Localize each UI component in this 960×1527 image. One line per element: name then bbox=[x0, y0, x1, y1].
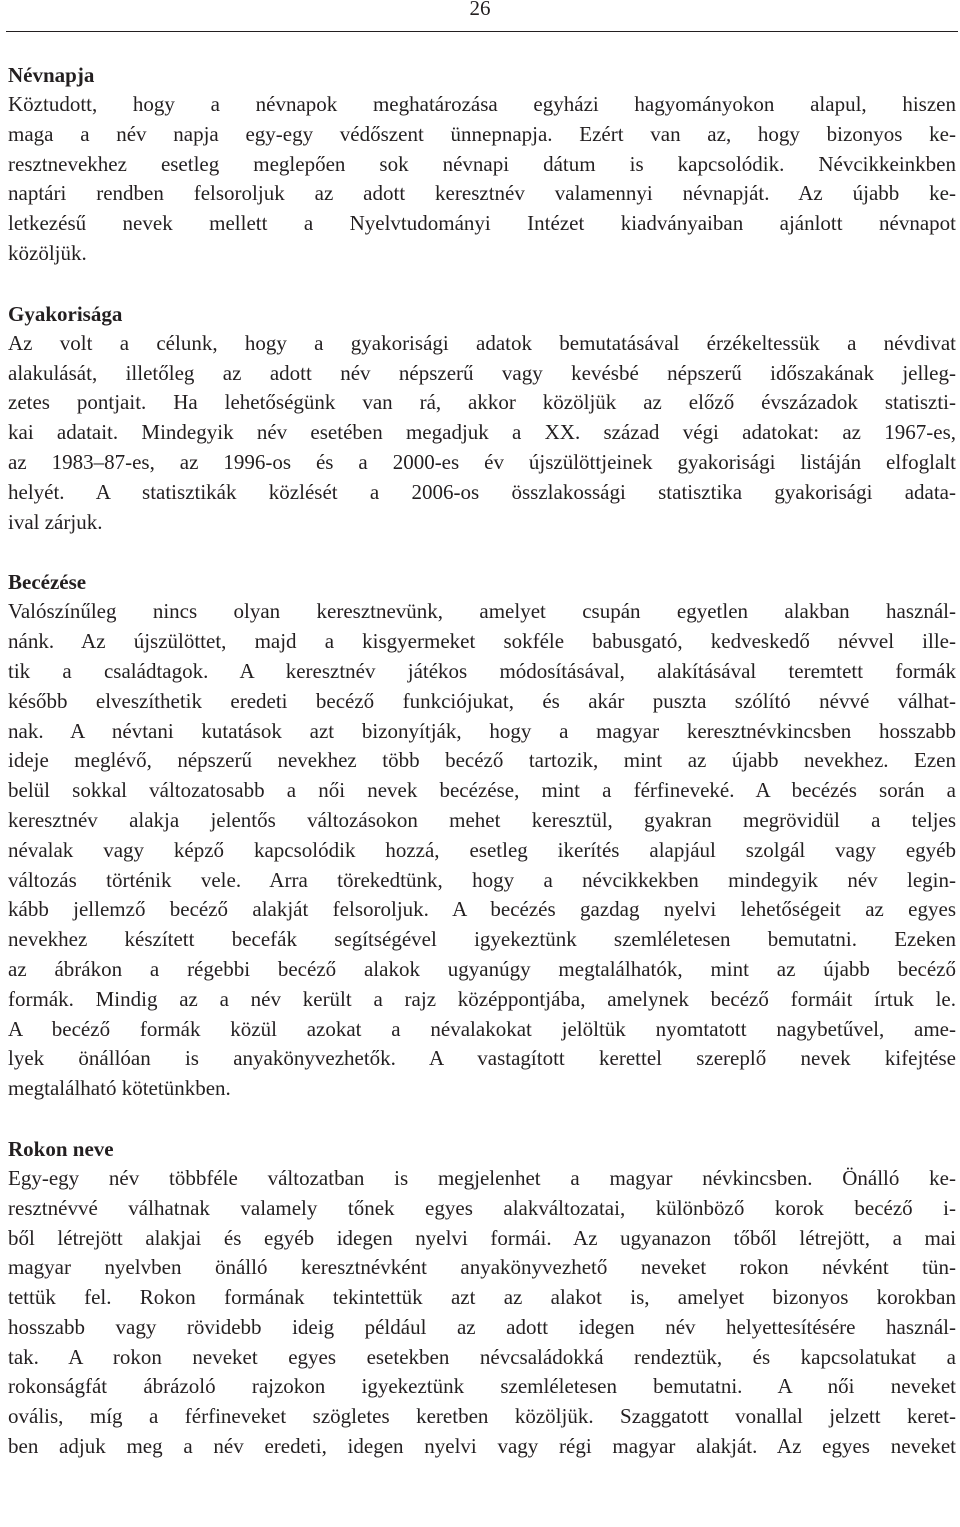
section-nevnapja bbox=[8, 60, 956, 269]
text-line: lyek önállóan is anyakönyvezhetők. A vastagított kerettel szereplő nevek kifejtése bbox=[8, 1046, 956, 1071]
text-line: változás történik vele. Arra törekedtünk, hogy a névcikkekben mindegyik név legin- bbox=[8, 867, 956, 892]
section-heading: Gyakorisága bbox=[8, 301, 123, 326]
section-heading: Névnapja bbox=[8, 63, 95, 87]
text-line: zetes pontjait. Ha lehetőségünk van rá, akkor közöljük az előző évszázadok statiszti- bbox=[8, 390, 956, 415]
text-line: kább jellemző becéző alakját felsoroljuk. A becézés gazdag nyelvi lehetőségeit az egyes bbox=[8, 897, 956, 922]
text-line: resztnévvé válhatnak valamely tőnek egyes alakváltozatai, különböző korok becéző i- bbox=[8, 1195, 956, 1220]
text-line: resztnevekhez esetleg meglepően sok névnapi dátum is kapcsolódik. Névcikkeinkben bbox=[8, 151, 956, 176]
text-line: később elveszíthetik eredeti becéző funkciójukat, és akár puszta szólító névvé válhat- bbox=[8, 688, 956, 713]
text-line: nánk. Az újszülöttet, majd a kisgyermeket sokféle babusgató, kedveskedő névvel ille- bbox=[8, 629, 956, 654]
text-line: ovális, míg a férfineveket szögletes keretben közöljük. Szaggatott vonallal jelzett keret- bbox=[8, 1404, 956, 1429]
section-heading: Becézése bbox=[8, 570, 87, 595]
text-line: Valószínűleg nincs olyan keresztnevünk, amelyet csupán egyetlen alakban használ- bbox=[8, 599, 956, 624]
text-line: magyar nyelvben önálló keresztnévként anyakönyvezhető neveket rokon névként tün- bbox=[8, 1255, 956, 1280]
text-line: névalak vagy képző kapcsolódik hozzá, esetleg ikerítés alapjául szolgál vagy egyéb bbox=[8, 837, 956, 862]
text-line: Egy-egy név többféle változatban is megjelenhet a magyar névkincsben. Önálló ke- bbox=[8, 1165, 956, 1190]
text-line: alakulását, illetőleg az adott név népszerű vagy kevésbé népszerű időszakának jelleg- bbox=[8, 360, 956, 385]
section-heading: Rokon neve bbox=[8, 1136, 114, 1161]
text-line: ből létrejött alakjai és egyéb idegen nyelvi formái. Az ugyanazon tőből létrejött, a mai bbox=[8, 1225, 956, 1250]
section-paragraph bbox=[8, 90, 956, 269]
header-rule bbox=[6, 31, 958, 32]
text-line: megtalálható kötetünkben. bbox=[8, 1076, 231, 1101]
text-line: A becéző formák közül azokat a névalakokat jelöltük nyomtatott nagybetűvel, ame- bbox=[8, 1016, 956, 1041]
text-line: közöljük. bbox=[8, 240, 87, 265]
page-number: 26 bbox=[469, 0, 491, 20]
text-line: maga a név napja egy-egy védőszent ünnepnapja. Ezért van az, hogy bizonyos ke- bbox=[8, 121, 956, 146]
page-body bbox=[8, 60, 956, 1492]
section-gyakorisaga bbox=[8, 299, 956, 538]
text-line: helyét. A statisztikák közlését a 2006-os összlakossági statisztika gyakorisági adata- bbox=[8, 479, 956, 504]
text-line: belül sokkal változatosabb a női nevek becézése, mint a férfineveké. A becézés során a bbox=[8, 778, 956, 803]
text-line: ival zárjuk. bbox=[8, 509, 103, 534]
text-line: tik a családtagok. A keresztnév játékos módosításával, alakításával teremtett formák bbox=[8, 658, 956, 683]
text-line: naptári rendben felsoroljuk az adott keresztnév valamennyi névnapját. Az újabb ke- bbox=[8, 181, 956, 206]
text-line: tak. A rokon neveket egyes esetekben névcsaládokká rendeztük, és kapcsolatukat a bbox=[8, 1344, 956, 1369]
text-line: rokonságfát ábrázoló rajzokon igyekeztünk szemléletesen bemutatni. A női neveket bbox=[8, 1374, 956, 1399]
section-paragraph bbox=[8, 329, 956, 538]
section-rokon-neve bbox=[8, 1134, 956, 1462]
text-line: Köztudott, hogy a névnapok meghatározása egyházi hagyományokon alapul, hiszen bbox=[8, 92, 956, 116]
text-line: tettük fel. Rokon formának tekintettük azt az alakot is, amelyet bizonyos korokban bbox=[8, 1285, 956, 1310]
section-paragraph bbox=[8, 1164, 956, 1462]
text-line: az 1983–87-es, az 1996-os és a 2000-es év újszülöttjeinek gyakorisági listáján elfoglalt bbox=[8, 449, 956, 474]
text-line: nevekhez készített becefák segítségével igyekeztünk szemléletesen bemutatni. Ezeken bbox=[8, 927, 956, 952]
text-line: formák. Mindig az a név került a rajz középpontjába, amelynek becéző formáit írtuk le. bbox=[8, 986, 956, 1011]
text-line: hosszabb vagy rövidebb ideig például az adott idegen név helyettesítésére használ- bbox=[8, 1314, 956, 1339]
text-line: kai adatait. Mindegyik név esetében megadjuk a XX. század végi adatokat: az 1967-es, bbox=[8, 420, 956, 445]
text-line: letkezésű nevek mellett a Nyelvtudományi Intézet kiadványaiban ajánlott névnapot bbox=[8, 211, 956, 236]
text-line: Az volt a célunk, hogy a gyakorisági adatok bemutatásával érzékeltessük a névdivat bbox=[8, 330, 956, 355]
text-line: ideje meglévő, népszerű nevekhez több becéző tartozik, mint az újabb nevekhez. Ezen bbox=[8, 748, 956, 773]
text-line: nak. A névtani kutatások azt bizonyítják, hogy a magyar keresztnévkincsben hosszabb bbox=[8, 718, 956, 743]
text-line: keresztnév alakja jelentős változásokon mehet keresztül, gyakran megrövidül a teljes bbox=[8, 807, 956, 832]
section-paragraph bbox=[8, 597, 956, 1104]
text-line: ben adjuk meg a név eredeti, idegen nyelvi vagy régi magyar alakját. Az egyes neveket bbox=[8, 1434, 956, 1459]
section-becezese bbox=[8, 567, 956, 1104]
text-line: az ábrákon a régebbi becéző alakok ugyanúgy megtalálhatók, mint az újabb becéző bbox=[8, 956, 956, 981]
